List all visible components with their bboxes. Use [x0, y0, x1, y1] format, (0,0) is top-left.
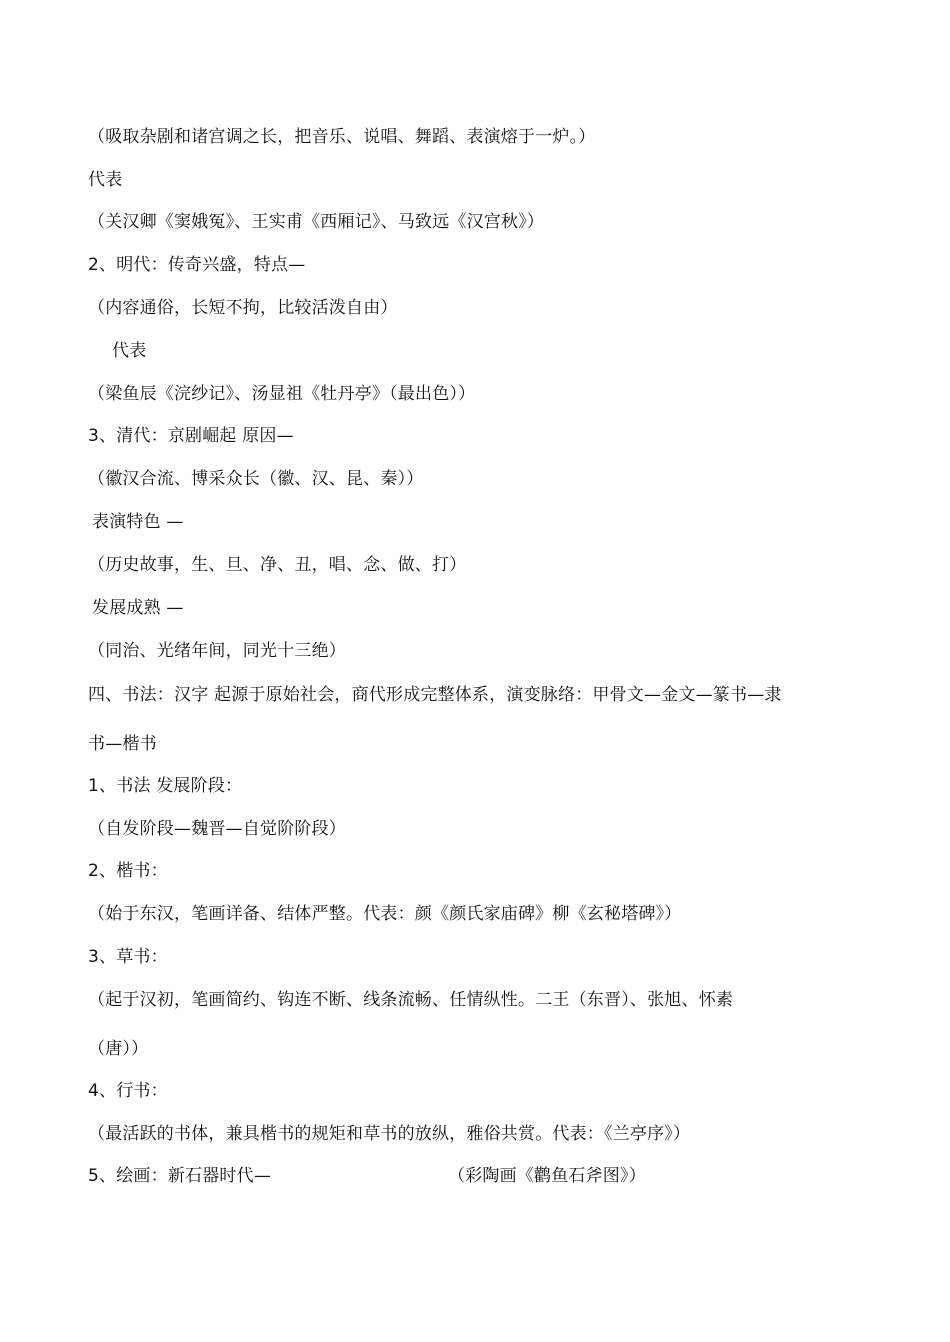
text-line-2: 代表	[88, 170, 123, 190]
text-line-25-tail: （彩陶画《鹳鱼石斧图》）	[448, 1166, 646, 1186]
text-line-12: 发展成熟 —	[92, 598, 184, 618]
text-line-7: （梁鱼辰《浣纱记》、汤显祖《牡丹亭》（最出色））	[88, 384, 476, 404]
text-line-4: 2、明代：传奇兴盛，特点—	[88, 255, 306, 275]
text-line-22: （唐））	[88, 1039, 149, 1059]
text-line-15: 书—楷书	[88, 734, 157, 754]
text-line-9: （徽汉合流、博采众长（徽、汉、昆、秦））	[88, 469, 424, 489]
text-line-11: （历史故事，生、旦、净、丑，唱、念、做、打）	[88, 555, 467, 575]
text-line-6: 代表	[112, 341, 147, 361]
text-line-13: （同治、光绪年间，同光十三绝）	[88, 641, 346, 661]
text-line-20: 3、草书：	[88, 947, 168, 967]
text-line-16: 1、书法 发展阶段：	[88, 776, 243, 796]
text-line-10: 表演特色 —	[92, 512, 184, 532]
text-line-5: （内容通俗，长短不拘，比较活泼自由）	[88, 298, 398, 318]
text-line-18: 2、楷书：	[88, 861, 168, 881]
text-line-24: （最活跃的书体，兼具楷书的规矩和草书的放纵，雅俗共赏。代表：《兰亭序》）	[88, 1124, 691, 1144]
text-line-21: （起于汉初，笔画简约、钩连不断、线条流畅、任情纵性。二王（东晋）、张旭、怀素	[88, 990, 734, 1010]
text-line-14: 四、书法：汉字 起源于原始社会，商代形成完整体系，演变脉络：甲骨文—金文—篆书—隶	[88, 685, 782, 705]
text-line-3: （关汉卿《窦娥冤》、王实甫《西厢记》、马致远《汉宫秋》）	[88, 212, 545, 232]
text-line-19: （始于东汉，笔画详备、结体严整。代表：颜《颜氏家庙碑》柳《玄秘塔碑》）	[88, 904, 682, 924]
text-line-25: 5、绘画：新石器时代—	[88, 1166, 272, 1186]
text-line-17: （自发阶段—魏晋—自觉阶阶段）	[88, 819, 346, 839]
text-line-23: 4、行书：	[88, 1081, 168, 1101]
text-line-1: （吸取杂剧和诸宫调之长，把音乐、说唱、舞蹈、表演熔于一炉。）	[88, 127, 596, 147]
text-line-8: 3、清代：京剧崛起 原因—	[88, 426, 294, 446]
